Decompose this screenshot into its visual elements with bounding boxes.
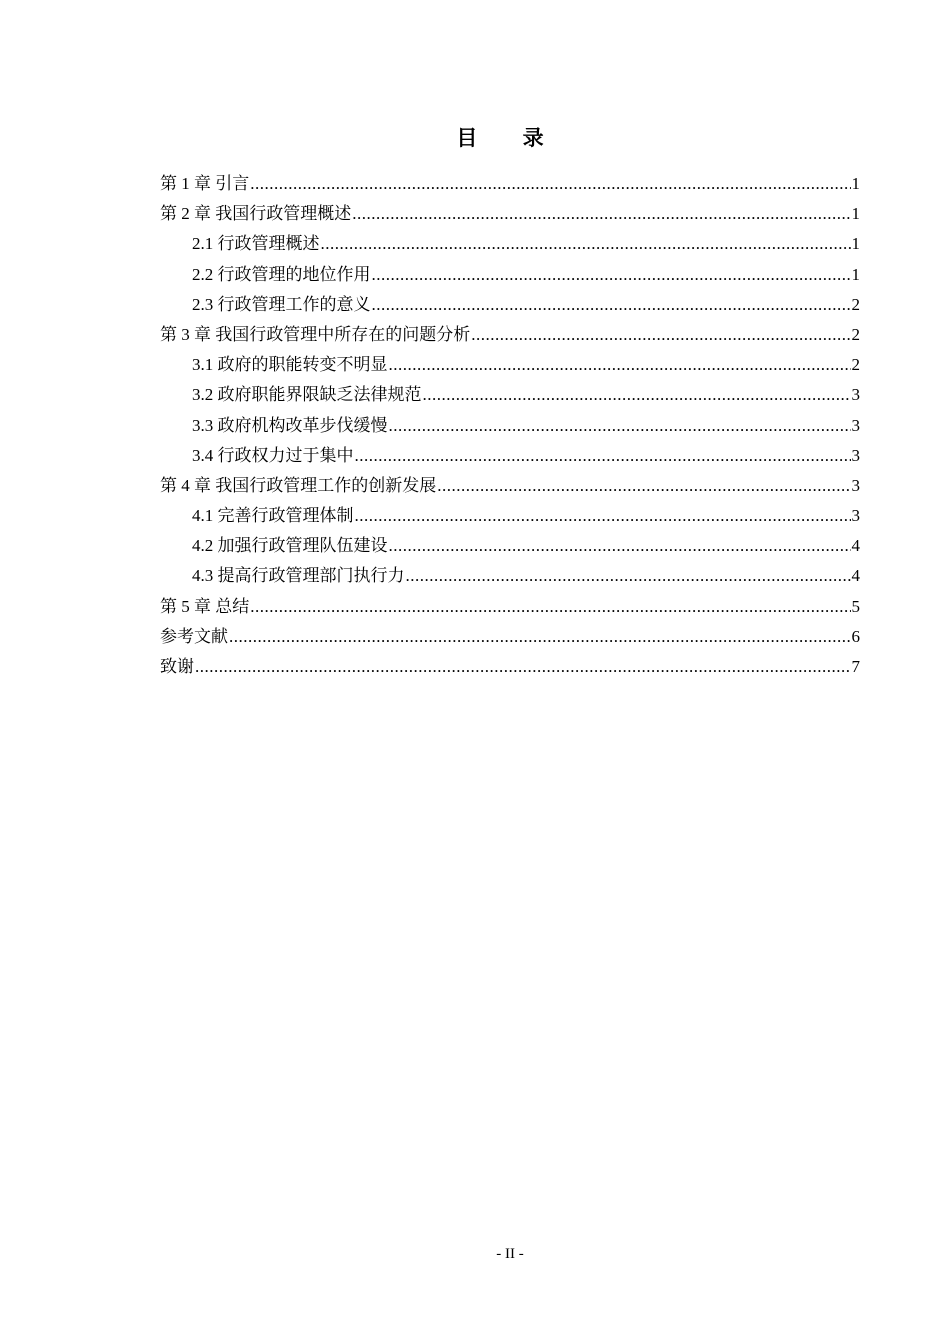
toc-entry-chapter-3[interactable]	[160, 320, 860, 350]
toc-entry-page: 3	[851, 415, 860, 435]
toc-leader-dots	[406, 561, 851, 591]
toc-entry-page: 2	[851, 294, 860, 314]
toc-leader-dots	[229, 622, 851, 652]
toc-entry-label: 3.3 政府机构改革步伐缓慢	[192, 415, 388, 435]
toc-entry-label: 第 3 章 我国行政管理中所存在的问题分析	[160, 324, 471, 344]
toc-entry-label: 2.3 行政管理工作的意义	[192, 294, 371, 314]
page-number-footer: - II -	[496, 1246, 524, 1262]
toc-entry-page: 1	[851, 234, 860, 254]
toc-entry-page: 7	[851, 657, 860, 676]
toc-leader-dots	[250, 169, 850, 199]
toc-entry-page: 3	[851, 445, 860, 465]
toc-leader-dots	[372, 260, 851, 290]
toc-leader-dots	[437, 471, 850, 501]
toc-entry-chapter-5[interactable]	[160, 592, 860, 622]
toc-entry-section-3-3[interactable]	[160, 411, 860, 441]
toc-entry-label: 2.2 行政管理的地位作用	[192, 264, 371, 284]
toc-entry-section-4-1[interactable]	[160, 501, 860, 531]
toc-entry-chapter-4[interactable]	[160, 471, 860, 501]
toc-leader-dots	[250, 592, 850, 622]
toc-entry-page: 4	[851, 536, 860, 556]
toc-entry-section-2-1[interactable]	[160, 229, 860, 259]
toc-entry-page: 4	[851, 566, 860, 586]
toc-entry-section-3-4[interactable]	[160, 441, 860, 471]
toc-entry-section-2-3[interactable]	[160, 290, 860, 320]
toc-entry-label: 参考文献	[160, 626, 228, 646]
toc-leader-dots	[389, 411, 851, 441]
toc-entry-page: 6	[851, 626, 860, 646]
toc-entry-page: 1	[851, 204, 860, 224]
toc-entry-section-4-2[interactable]	[160, 531, 860, 561]
toc-leader-dots	[355, 501, 851, 531]
toc-entry-section-2-2[interactable]	[160, 260, 860, 290]
toc-entry-section-3-1[interactable]	[160, 350, 860, 380]
toc-entry-page: 1	[851, 174, 860, 193]
toc-entry-label: 4.1 完善行政管理体制	[192, 506, 354, 526]
toc-leader-dots	[389, 350, 851, 380]
toc-entry-page: 3	[851, 506, 860, 526]
toc-entry-chapter-2[interactable]	[160, 199, 860, 229]
toc-leader-dots	[423, 380, 851, 410]
toc-list	[160, 169, 860, 682]
toc-entry-references[interactable]	[160, 622, 860, 652]
toc-entry-label: 第 1 章 引言	[160, 174, 250, 193]
toc-entry-label: 3.1 政府的职能转变不明显	[192, 355, 388, 375]
toc-entry-label: 4.3 提高行政管理部门执行力	[192, 566, 405, 586]
toc-entry-label: 第 2 章 我国行政管理概述	[160, 204, 352, 224]
toc-entry-section-3-2[interactable]	[160, 380, 860, 410]
toc-entry-label: 3.2 政府职能界限缺乏法律规范	[192, 385, 422, 405]
toc-entry-label: 2.1 行政管理概述	[192, 234, 320, 254]
toc-entry-page: 5	[851, 596, 860, 616]
toc-leader-dots	[372, 290, 851, 320]
toc-entry-chapter-1[interactable]	[160, 169, 860, 199]
toc-entry-section-4-3[interactable]	[160, 561, 860, 591]
toc-leader-dots	[471, 320, 850, 350]
toc-entry-label: 第 4 章 我国行政管理工作的创新发展	[160, 475, 437, 495]
toc-entry-label: 4.2 加强行政管理队伍建设	[192, 536, 388, 556]
toc-entry-page: 3	[851, 385, 860, 405]
toc-leader-dots	[352, 199, 850, 229]
toc-entry-label: 3.4 行政权力过于集中	[192, 445, 354, 465]
toc-entry-page: 2	[851, 324, 860, 344]
toc-entry-page: 1	[851, 264, 860, 284]
toc-leader-dots	[195, 652, 851, 682]
toc-entry-page: 2	[851, 355, 860, 375]
toc-title: 目 录	[456, 126, 564, 150]
toc-entry-acknowledgements[interactable]	[160, 652, 860, 682]
toc-leader-dots	[355, 441, 851, 471]
toc-leader-dots	[321, 229, 851, 259]
toc-entry-label: 致谢	[160, 657, 194, 676]
toc-entry-page: 3	[851, 475, 860, 495]
toc-entry-label: 第 5 章 总结	[160, 596, 250, 616]
toc-leader-dots	[389, 531, 851, 561]
